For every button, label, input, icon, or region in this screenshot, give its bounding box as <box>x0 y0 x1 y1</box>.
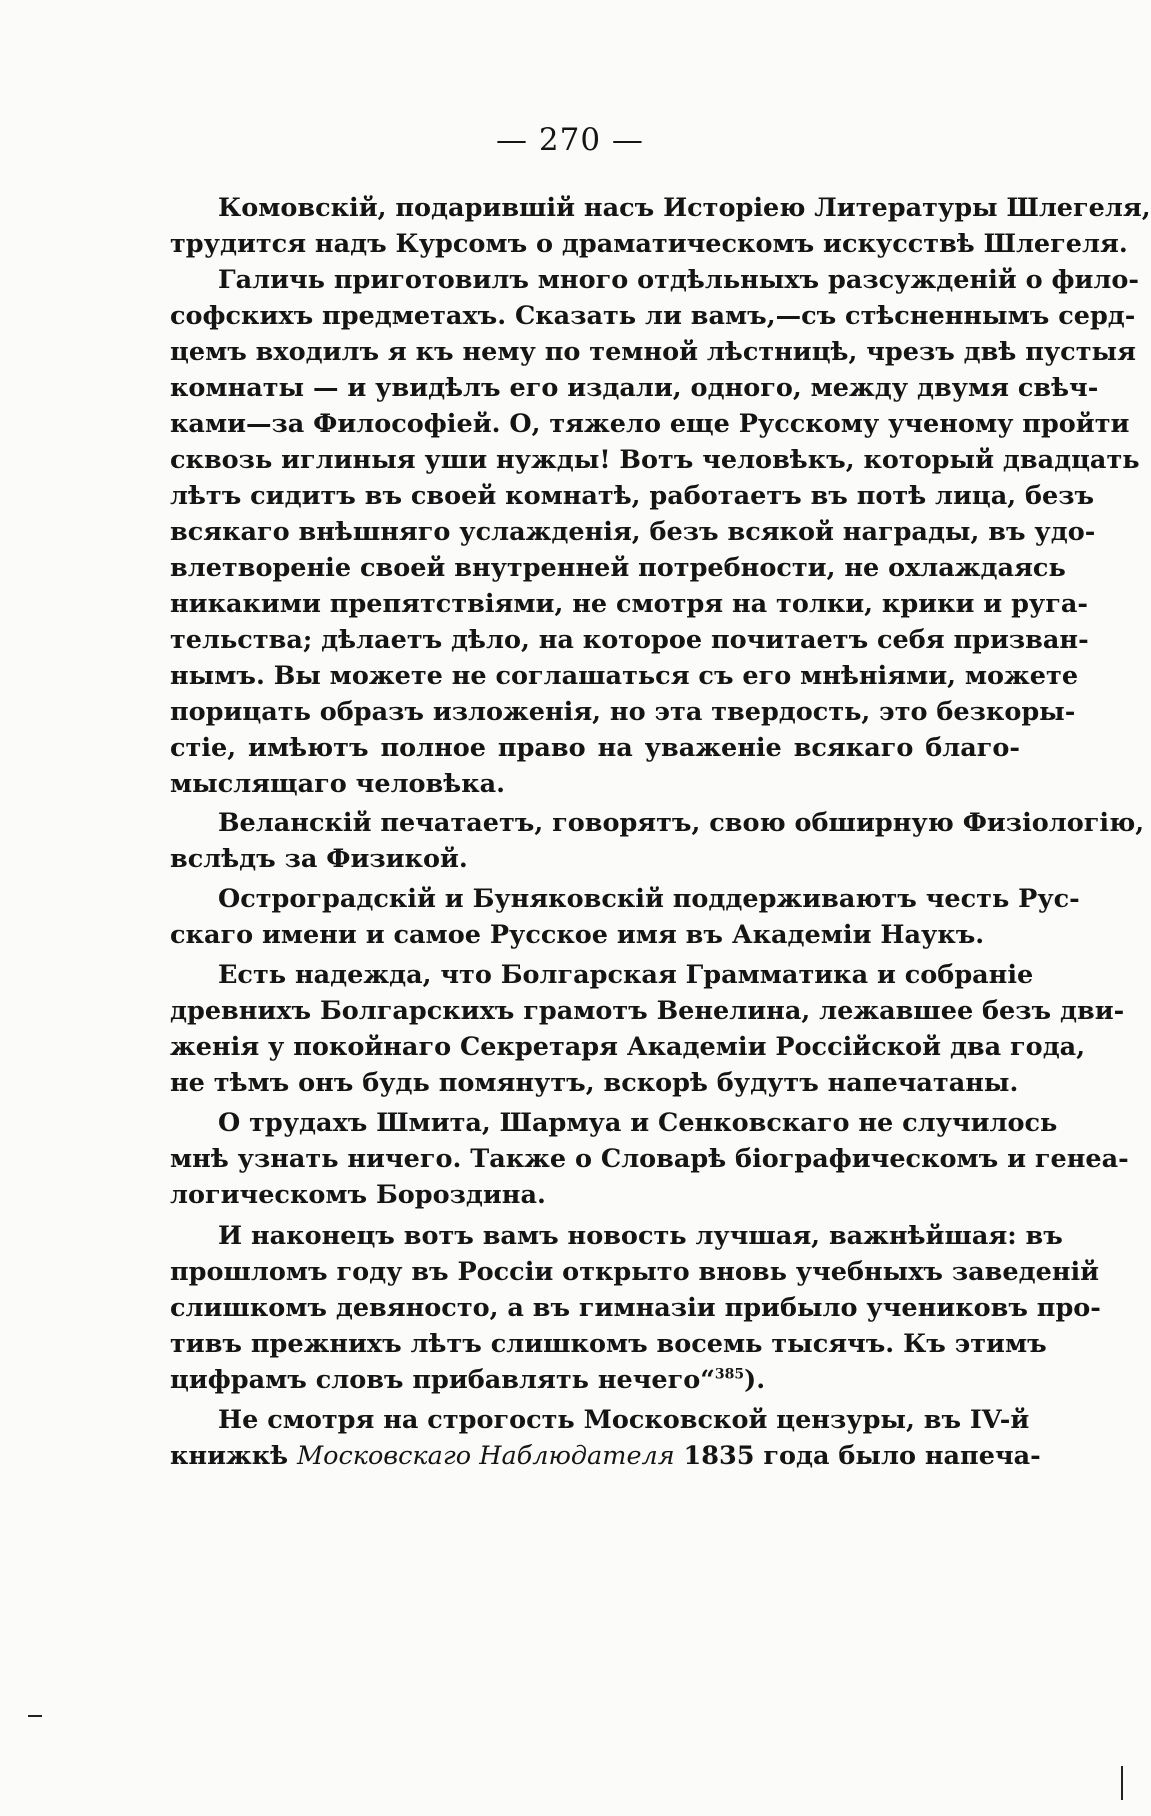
line-text: цифрамъ словъ прибавлять нечего“ <box>170 1365 715 1395</box>
text-line: ками—за Философіей. О, тяжело еще Русскому ученому пройти <box>170 409 1130 439</box>
line-text: ). <box>744 1365 766 1395</box>
text-line <box>170 1441 1041 1471</box>
text-line: никакими препятствіями, не смотря на толки, крики и руга- <box>170 589 1088 619</box>
text-line: нымъ. Вы можете не соглашаться съ его мнѣніями, можете <box>170 661 1079 691</box>
text-line: И наконецъ вотъ вамъ новость лучшая, важнѣйшая: въ <box>218 1221 1063 1251</box>
text-line: Остроградскій и Буняковскій поддерживаютъ честь Рус- <box>218 884 1080 914</box>
text-line: тельства; дѣлаетъ дѣло, на которое почитаетъ себя призван- <box>170 625 1089 655</box>
text-line: всякаго внѣшняго услажденія, безъ всякой награды, въ удо- <box>170 517 1096 547</box>
text-line: сквозь иглиныя уши нужды! Вотъ человѣкъ, который двадцать <box>170 445 1140 475</box>
footnote-reference: 385 <box>714 1366 745 1383</box>
text-line: скаго имени и самое Русское имя въ Академіи Наукъ. <box>170 920 985 950</box>
text-line: мыслящаго человѣка. <box>170 769 506 799</box>
text-line: прошломъ году въ Россіи открыто вновь учебныхъ заведеній <box>170 1257 1100 1287</box>
text-line: древнихъ Болгарскихъ грамотъ Венелина, лежавшее безъ дви- <box>170 996 1125 1026</box>
text-line: слишкомъ девяносто, а въ гимназіи прибыло учениковъ про- <box>170 1293 1101 1323</box>
text-line: стіе, имѣютъ полное право на уваженіе всякаго благо- <box>170 733 1020 763</box>
text-line: не тѣмъ онъ будь помянутъ, вскорѣ будутъ напечатаны. <box>170 1068 1019 1098</box>
scan-mark <box>28 1715 42 1717</box>
text-line: Есть надежда, что Болгарская Грамматика и собраніе <box>218 960 1034 990</box>
text-line: тивъ прежнихъ лѣтъ слишкомъ восемь тысячъ. Къ этимъ <box>170 1329 1047 1359</box>
text-line: логическомъ Бороздина. <box>170 1180 546 1210</box>
text-line <box>170 1365 1020 1395</box>
text-line: порицать образъ изложенія, но эта твердость, это безкоры- <box>170 697 1076 727</box>
text-line: цемъ входилъ я къ нему по темной лѣстницѣ, чрезъ двѣ пустыя <box>170 337 1136 367</box>
journal-title: Московскаго Наблюдателя <box>296 1441 675 1471</box>
text-line: мнѣ узнать ничего. Также о Словарѣ біографическомъ и генеа- <box>170 1144 1129 1174</box>
scan-mark <box>1121 1766 1123 1800</box>
line-text: 1835 года было напеча- <box>683 1441 1041 1471</box>
text-line: Не смотря на строгость Московской цензуры, въ IV-й <box>218 1405 1030 1435</box>
text-line: женія у покойнаго Секретаря Академіи Россійской два года, <box>170 1032 1086 1062</box>
text-line: трудится надъ Курсомъ о драматическомъ искусствѣ Шлегеля. <box>170 229 1128 259</box>
text-line: Комовскій, подарившій насъ Исторіею Литературы Шлегеля, <box>218 193 1151 223</box>
text-line: Галичь приготовилъ много отдѣльныхъ разсужденій о фило- <box>218 265 1139 295</box>
text-line: вслѣдъ за Физикой. <box>170 844 468 874</box>
text-line: О трудахъ Шмита, Шармуа и Сенковскаго не случилось <box>218 1108 1058 1138</box>
text-line: Веланскій печатаетъ, говорятъ, свою обширную Физіологію, <box>218 808 1145 838</box>
text-line: лѣтъ сидитъ въ своей комнатѣ, работаетъ въ потѣ лица, безъ <box>170 481 1095 511</box>
text-line: комнаты — и увидѣлъ его издали, одного, между двумя свѣч- <box>170 373 1099 403</box>
text-line: влетвореніе своей внутренней потребности, не охлаждаясь <box>170 553 1066 583</box>
page-number: — 270 — <box>496 122 644 158</box>
text-line: софскихъ предметахъ. Сказать ли вамъ,—съ стѣсненнымъ серд- <box>170 301 1136 331</box>
line-text: книжкѣ <box>170 1441 289 1471</box>
